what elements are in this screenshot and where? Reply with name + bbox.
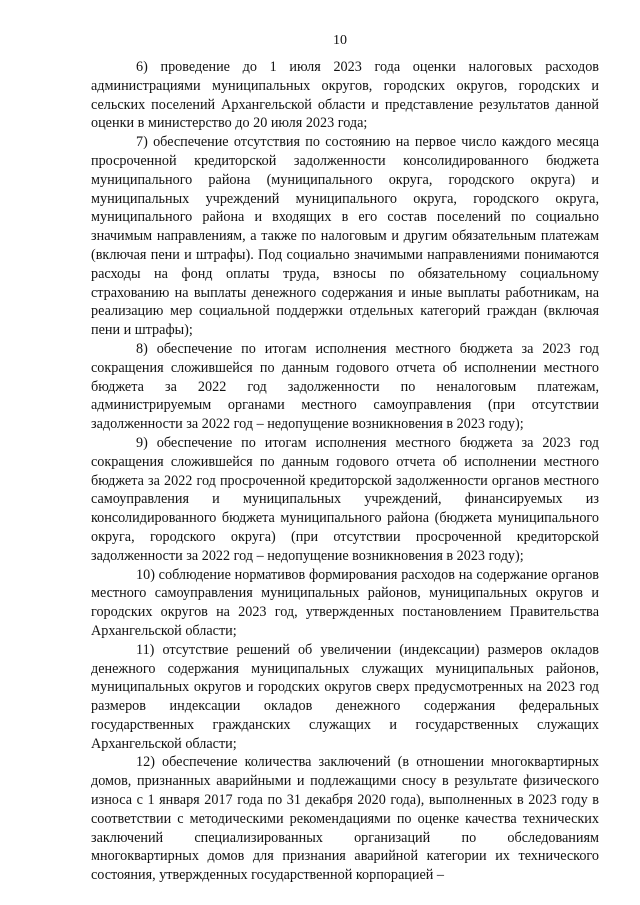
paragraph-item-9: 9) обеспечение по итогам исполнения местного бюджета за 2023 год сокращения сложившейся по данным годового отчета об исполнении местного бюджета за 2022 год просроченной кредиторской задолженности органов местного самоуправления и муниципальных учреждений, финансируемых из консолидированного бюджета муниципального района (бюджета муниципального округа, городского округа) (при отсутствии просроченной кредиторской задолженности за 2022 год – недопущение возникновения в 2023 году); bbox=[91, 434, 599, 564]
paragraph-item-12: 12) обеспечение количества заключений (в отношении многоквартирных домов, признанных аварийными и подлежащими сносу в результате физического износа с 1 января 2017 года по 31 декабря 2020 года), выполненных в 2023 году в соответствии с методическими рекомендациями по оценке качества технических заключений специализированных организаций по обследованиям многоквартирных домов для признания аварийной категории их технического состояния, утвержденных государственной корпорацией – bbox=[91, 754, 599, 884]
page-number: 10 bbox=[333, 33, 347, 48]
paragraph-item-8: 8) обеспечение по итогам исполнения местного бюджета за 2023 год сокращения сложившейся по данным годового отчета об исполнении местного бюджета за 2022 год задолженности по неналоговым платежам, администрируемым органами местного самоуправления (при отсутствии задолженности за 2022 год – недопущение возникновения в 2023 году); bbox=[91, 340, 599, 433]
paragraph-item-10: 10) соблюдение нормативов формирования расходов на содержание органов местного самоуправления муниципальных районов, муниципальных округов и городских округов на 2023 год, утвержденных постановлением Правительства Архангельской области; bbox=[91, 566, 599, 639]
paragraph-item-7: 7) обеспечение отсутствия по состоянию на первое число каждого месяца просроченной кредиторской задолженности консолидированного бюджета муниципального района (муниципального округа, городского округа) и муниципальных учреждений муниципального округа, городского округа, муниципального района и входящих в его состав поселений по социально значимым направлениям, а также по налоговым и другим обязательным платежам (включая пени и штрафы). Под социально значимыми направлениями понимаются расходы на фонд оплаты труда, взносы по обязательному социальному страхованию на выплаты денежного содержания и иные выплаты работникам, на реализацию мер социальной поддержки отдельных категорий граждан (включая пени и штрафы); bbox=[91, 134, 599, 339]
document-body bbox=[91, 58, 599, 885]
paragraph-item-11: 11) отсутствие решений об увеличении (индексации) размеров окладов денежного содержания муниципальных служащих муниципальных районов, муниципальных округов и городских округов сверх предусмотренных на 2023 год размеров индексации окладов денежного содержания федеральных государственных гражданских служащих и государственных служащих Архангельской области; bbox=[91, 641, 599, 752]
paragraph-item-6: 6) проведение до 1 июля 2023 года оценки налоговых расходов администрациями муниципальных округов, городских округов, городских и сельских поселений Архангельской области и представление результатов данной оценки в министерство до 20 июля 2023 года; bbox=[91, 59, 599, 132]
